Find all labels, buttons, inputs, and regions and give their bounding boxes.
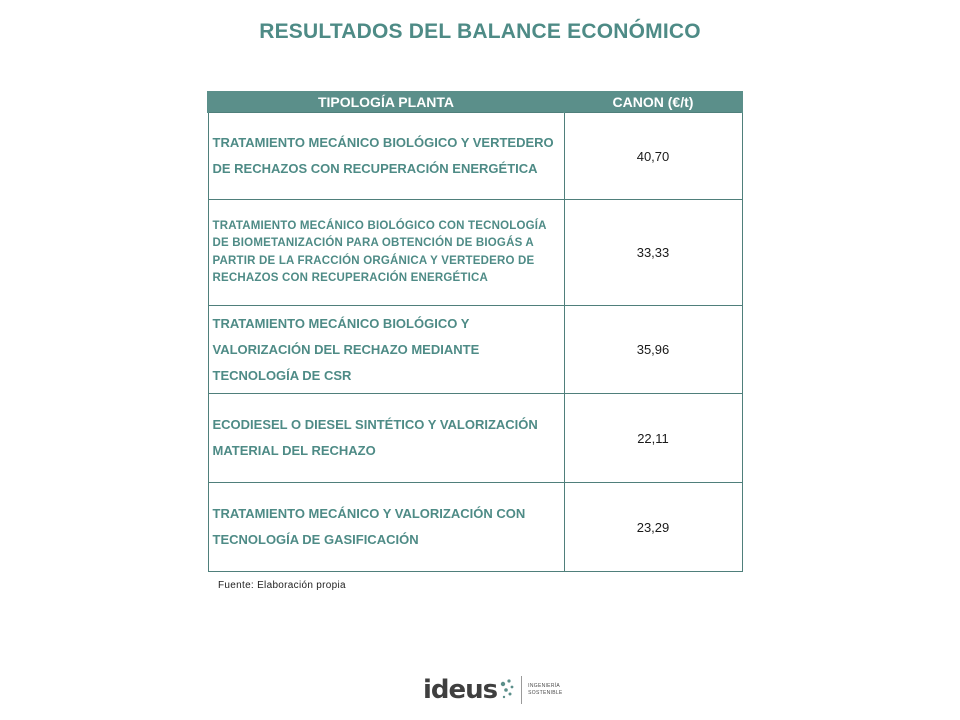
row-canon: 23,29 [564,483,742,572]
header-typology: TIPOLOGÍA PLANTA [208,91,564,113]
table-row [208,200,742,306]
ideus-logo [423,673,563,707]
row-description: TRATAMIENTO MECÁNICO BIOLÓGICO CON TECNOLOGÍA DE BIOMETANIZACIÓN PARA OBTENCIÓN DE BIOGÁS A PARTIR DE LA FRACCIÓN ORGÁNICA Y VERTEDERO DE RECHAZOS CON RECUPERACIÓN ENERGÉTICA [208,200,564,306]
results-table [207,91,743,572]
row-description: TRATAMIENTO MECÁNICO BIOLÓGICO Y VERTEDERO DE RECHAZOS CON RECUPERACIÓN ENERGÉTICA [208,113,564,200]
header-canon: CANON (€/t) [564,91,742,113]
row-description: TRATAMIENTO MECÁNICO Y VALORIZACIÓN CON TECNOLOGÍA DE GASIFICACIÓN [208,483,564,572]
row-canon: 40,70 [564,113,742,200]
table-row [208,394,742,483]
table-row [208,113,742,200]
logo-wordmark: ideus [423,675,498,705]
row-description: TRATAMIENTO MECÁNICO BIOLÓGICO Y VALORIZACIÓN DEL RECHAZO MEDIANTE TECNOLOGÍA DE CSR [208,306,564,394]
table-row [208,483,742,572]
logo-tagline-line2: SOSTENIBLE [528,690,563,696]
row-canon: 35,96 [564,306,742,394]
table-row [208,306,742,394]
table-header-row [208,91,742,113]
logo-tagline [528,683,562,697]
source-note: Fuente: Elaboración propia [218,580,346,591]
page-title: RESULTADOS DEL BALANCE ECONÓMICO [259,20,701,43]
logo-divider [521,676,522,704]
row-description: ECODIESEL O DIESEL SINTÉTICO Y VALORIZACIÓN MATERIAL DEL RECHAZO [208,394,564,483]
logo-tagline-line1: INGENIERÍA [528,683,561,689]
row-canon: 33,33 [564,200,742,306]
logo-dots-icon [499,675,515,705]
row-canon: 22,11 [564,394,742,483]
